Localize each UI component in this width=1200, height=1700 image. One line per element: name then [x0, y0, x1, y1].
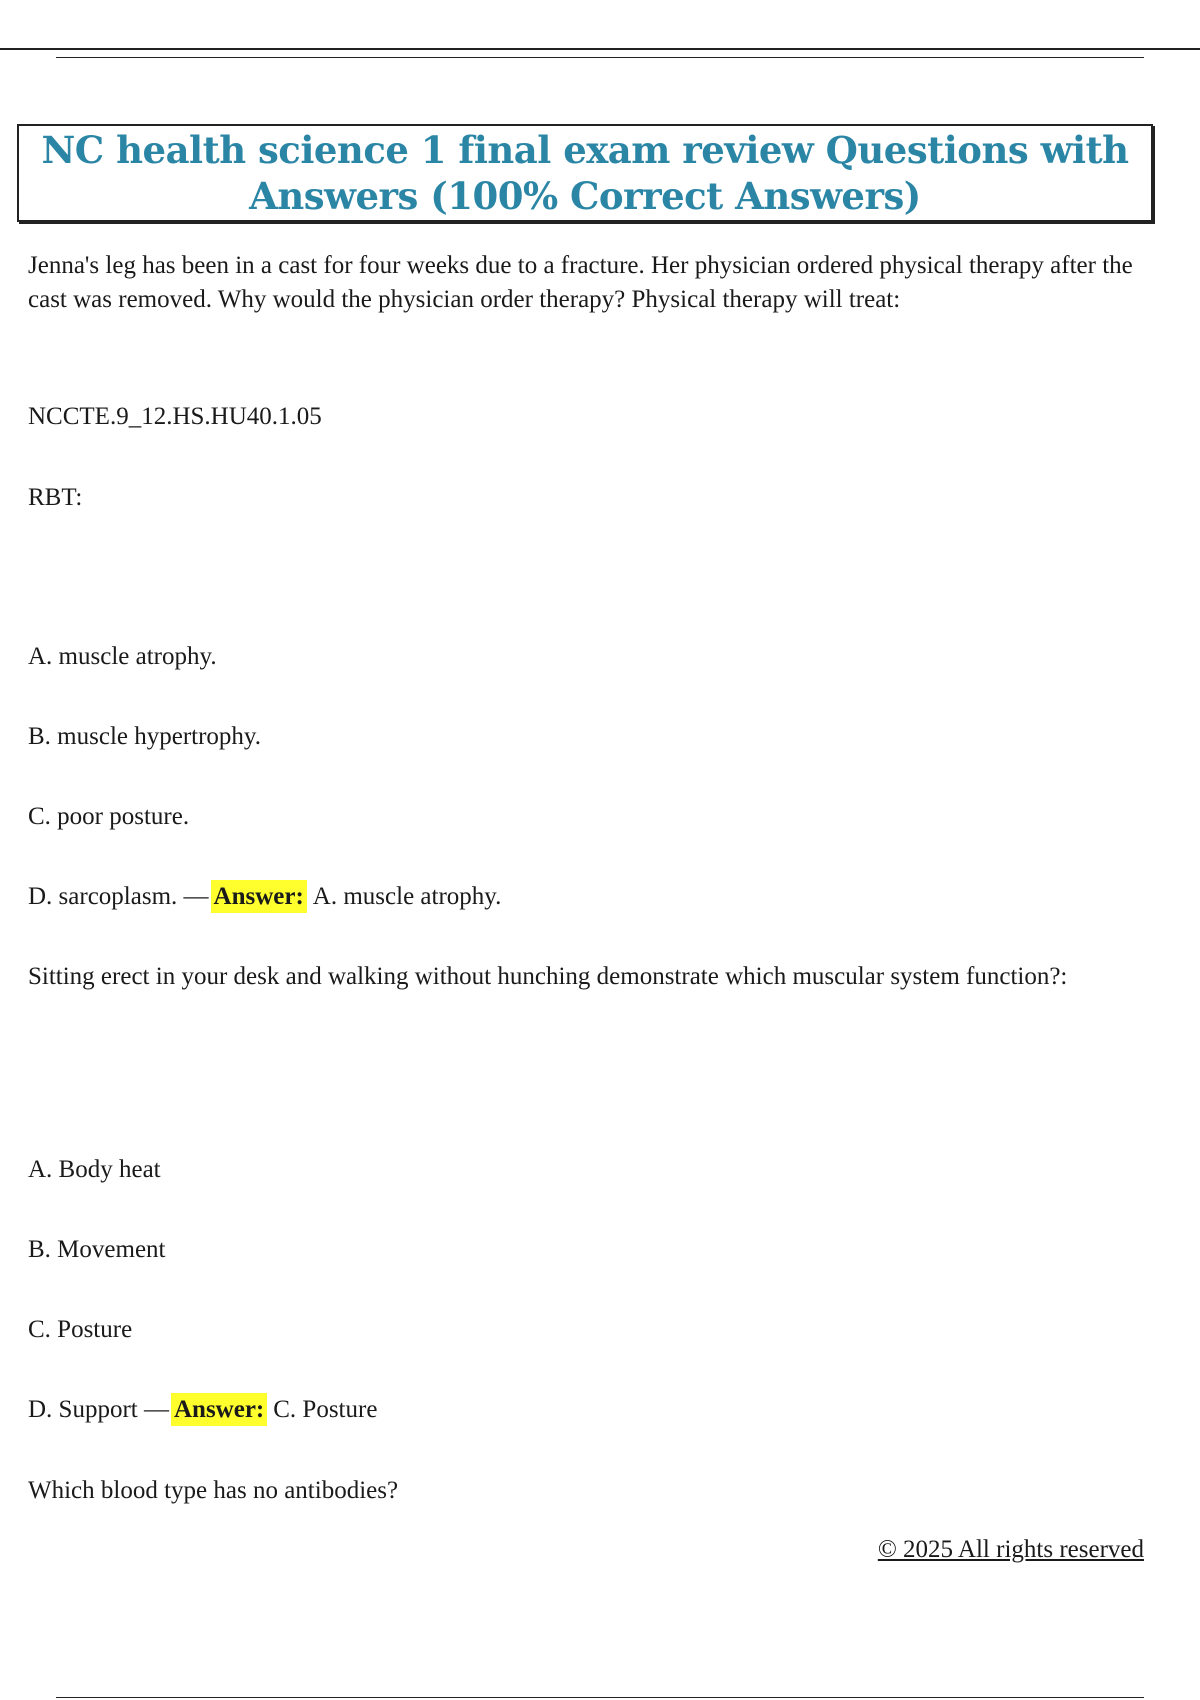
question-2-option-a: A. Body heat — [28, 1156, 161, 1183]
question-2-option-d-line — [28, 1393, 377, 1427]
document-title: NC health science 1 final exam review Questions with Answers (100% Correct Answers) — [41, 128, 1129, 218]
answer-dash: — — [137, 1396, 169, 1423]
footer-rule — [56, 1697, 1144, 1698]
answer-label: Answer: — [211, 880, 307, 913]
answer-dash: — — [177, 883, 209, 910]
copyright-footer: © 2025 All rights reserved — [877, 1536, 1144, 1563]
title-box — [17, 124, 1153, 222]
question-1-option-b: B. muscle hypertrophy. — [28, 723, 262, 750]
question-2-option-b: B. Movement — [28, 1236, 166, 1263]
question-2-answer: C. Posture — [273, 1396, 378, 1423]
question-2-option-c: C. Posture — [28, 1316, 133, 1343]
question-1-answer: A. muscle atrophy. — [312, 883, 502, 910]
header-rule-outer — [0, 48, 1200, 50]
question-2-stem: Sitting erect in your desk and walking without hunching demonstrate which muscular system function?: — [28, 963, 1068, 990]
question-1-option-c: C. poor posture. — [28, 803, 190, 830]
question-1-option-d: D. sarcoplasm. — [28, 883, 178, 910]
question-3-stem: Which blood type has no antibodies? — [28, 1477, 399, 1504]
question-2-option-d: D. Support — [28, 1396, 138, 1423]
header-rule-inner — [56, 57, 1144, 58]
question-1-option-a: A. muscle atrophy. — [28, 643, 217, 670]
question-1-rbt: RBT: — [28, 484, 83, 511]
question-1-standard: NCCTE.9_12.HS.HU40.1.05 — [28, 403, 322, 430]
question-1-stem: Jenna's leg has been in a cast for four weeks due to a fracture. Her physician ordered physical therapy after the cast was removed. Why would the physician order therapy? Physical therapy will treat: — [28, 252, 1133, 313]
answer-label: Answer: — [171, 1393, 267, 1426]
question-1-option-d-line — [28, 880, 501, 914]
